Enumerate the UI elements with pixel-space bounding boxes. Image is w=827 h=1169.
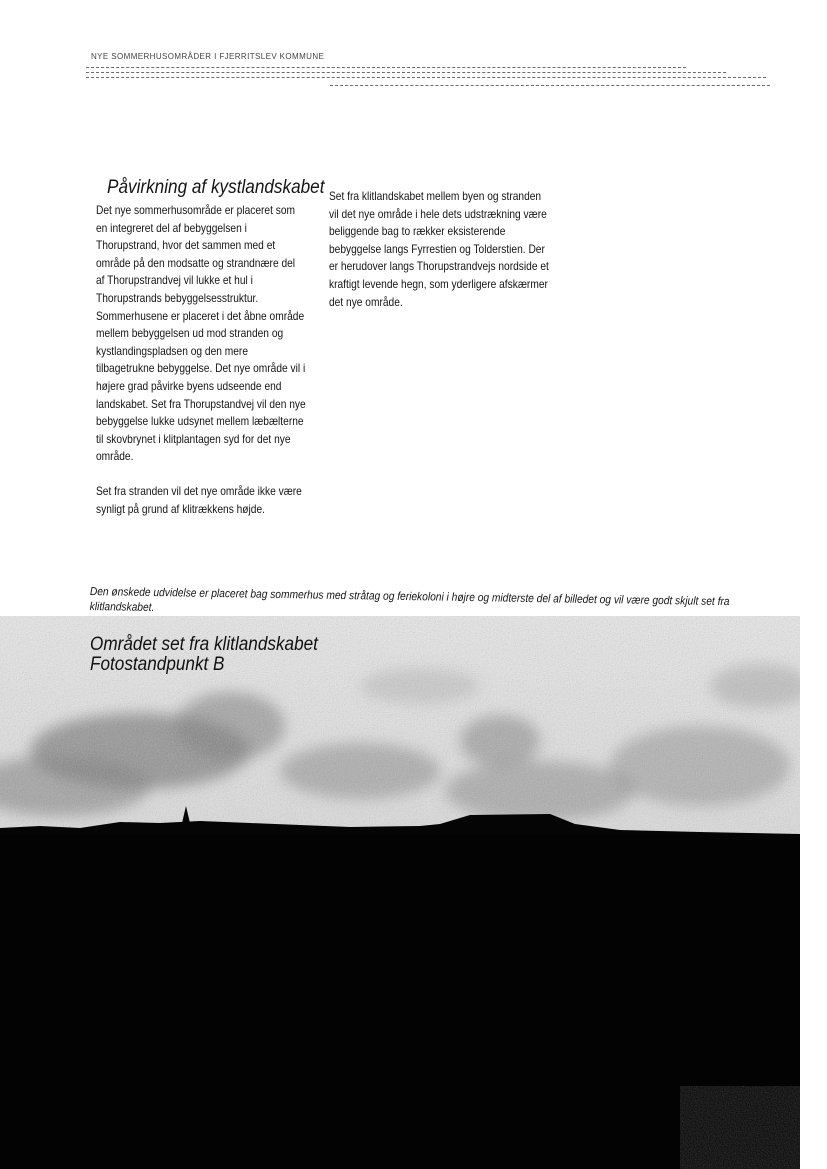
running-header: NYE SOMMERHUSOMRÅDER I FJERRITSLEV KOMMUNE	[91, 52, 325, 61]
left-paragraph-1: Det nye sommerhusområde er placeret som en integreret del af bebyggelsen i Thorupstrand, hvor det sammen med et område på den modsatte og strandnære del af Thorupstrandvej vil lukke et hul i Thorupstrands bebyggelsesstruktur. Sommerhusene er placeret i det åbne område mellem bebyggelsen ud mod stranden og kystlandingspladsen og den mere tilbagetrukne bebyggelse. Det nye område vil i højere grad påvirke byens udseende end landskabet. Set fra Thorupstandvej vil den nye bebyggelse lukke udsynet mellem læbælterne til skovbrynet i klitplantagen syd for det nye område.	[96, 204, 306, 464]
section-heading: Påvirkning af kystlandskabet	[107, 176, 325, 198]
landscape-photo-image	[0, 616, 827, 1169]
header-rule-top	[86, 67, 686, 68]
photo-title-line-1: Området set fra klitlandskabet	[90, 633, 318, 655]
header-rule-bottom	[86, 77, 766, 78]
left-paragraph-2: Set fra stranden vil det nye område ikke være synligt på grund af klitrækkens højde.	[96, 484, 302, 516]
header-rule-middle	[86, 72, 726, 73]
right-column	[329, 188, 549, 311]
left-column	[96, 202, 306, 518]
photo-title	[90, 634, 318, 674]
header-rule-long	[330, 85, 770, 86]
figure-caption: Den ønskede udvidelse er placeret bag sommerhus med stråtag og feriekoloni i højre og midterste del af billedet og vil være godt skjult set fra klitlandskabet.	[89, 584, 730, 615]
photo-title-line-2: Fotostandpunkt B	[90, 653, 225, 675]
landscape-photo	[0, 616, 827, 1169]
right-paragraph-1: Set fra klitlandskabet mellem byen og stranden vil det nye område i hele dets udstrækning være beliggende bag to rækker eksisterende bebyggelse langs Fyrrestien og Tolderstien. Der er herudover langs Thorupstrandvejs nordside et kraftigt levende hegn, som yderligere afskærmer det nye område.	[329, 190, 549, 309]
